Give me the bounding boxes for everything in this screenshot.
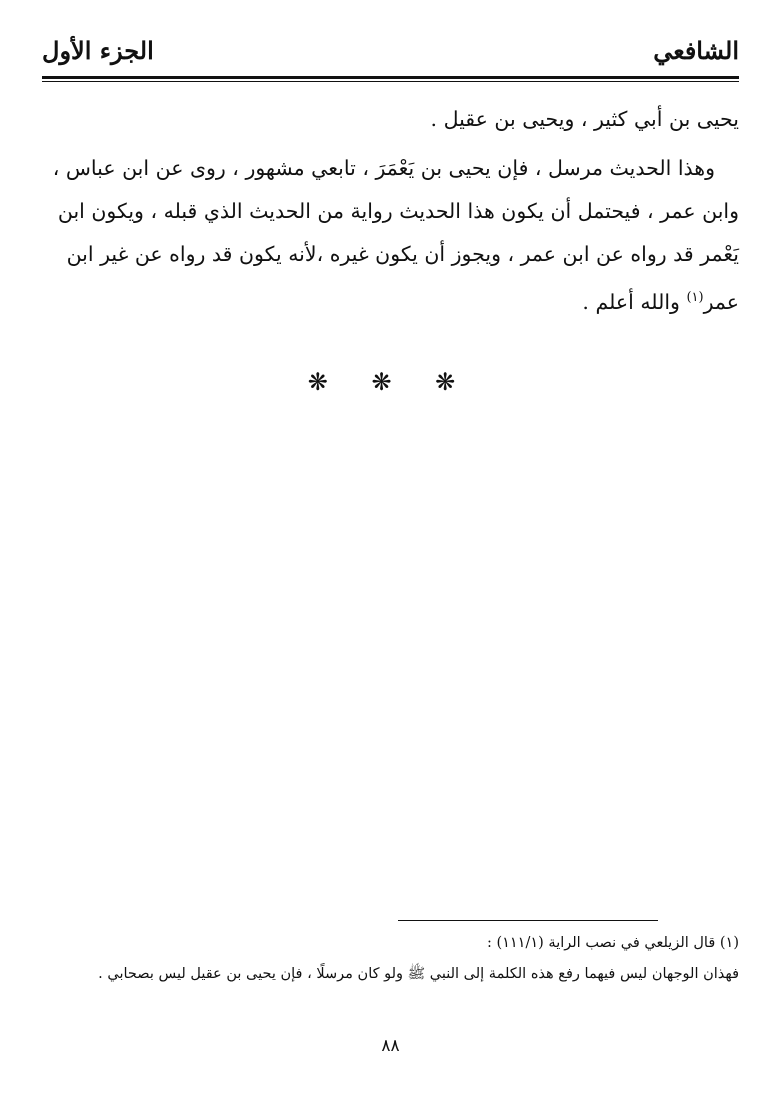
footnote-rule: [398, 920, 658, 921]
footnote-1: (١) قال الزيلعي في نصب الراية (١١١/١) :: [486, 935, 739, 951]
page-number: ٨٨: [381, 1036, 400, 1056]
main-text: [42, 98, 739, 324]
volume-label: الجزء الأول: [42, 36, 154, 65]
footnotes: [42, 928, 739, 990]
footnote-reference[interactable]: (١): [686, 290, 704, 305]
header-rule-thin: [42, 81, 739, 82]
running-header: [42, 36, 739, 72]
paragraph-2-end: والله أعلم .: [582, 289, 687, 314]
header-rule-thick: [42, 76, 739, 79]
book-title: الشافعي: [653, 36, 739, 65]
section-separator: ❋ ❋ ❋: [307, 368, 474, 396]
paragraph-2: [42, 147, 739, 324]
paragraph-2-text: وهذا الحديث مرسل ، فإن يحيى بن يَعْمَرَ ، تابعي مشهور ، روى عن ابن عباس ، وابن عمر ، فيحتمل أن يكون هذا الحديث رواية من الحديث الذي قبله ، ويكون ابن يَعْمر قد رواه عن ابن عمر ، ويجوز أن يكون غيره ،لأنه يكون قد رواه عن غير ابن عمر: [52, 156, 739, 314]
paragraph-1: يحيى بن أبي كثير ، ويحيى بن عقيل .: [430, 107, 739, 131]
footnote-1-text: فهذان الوجهان ليس فيهما رفع هذه الكلمة إلى النبي ﷺ ولو كان مرسلًا ، فإن يحيى بن عقيل ليس بصحابي .: [98, 966, 739, 982]
